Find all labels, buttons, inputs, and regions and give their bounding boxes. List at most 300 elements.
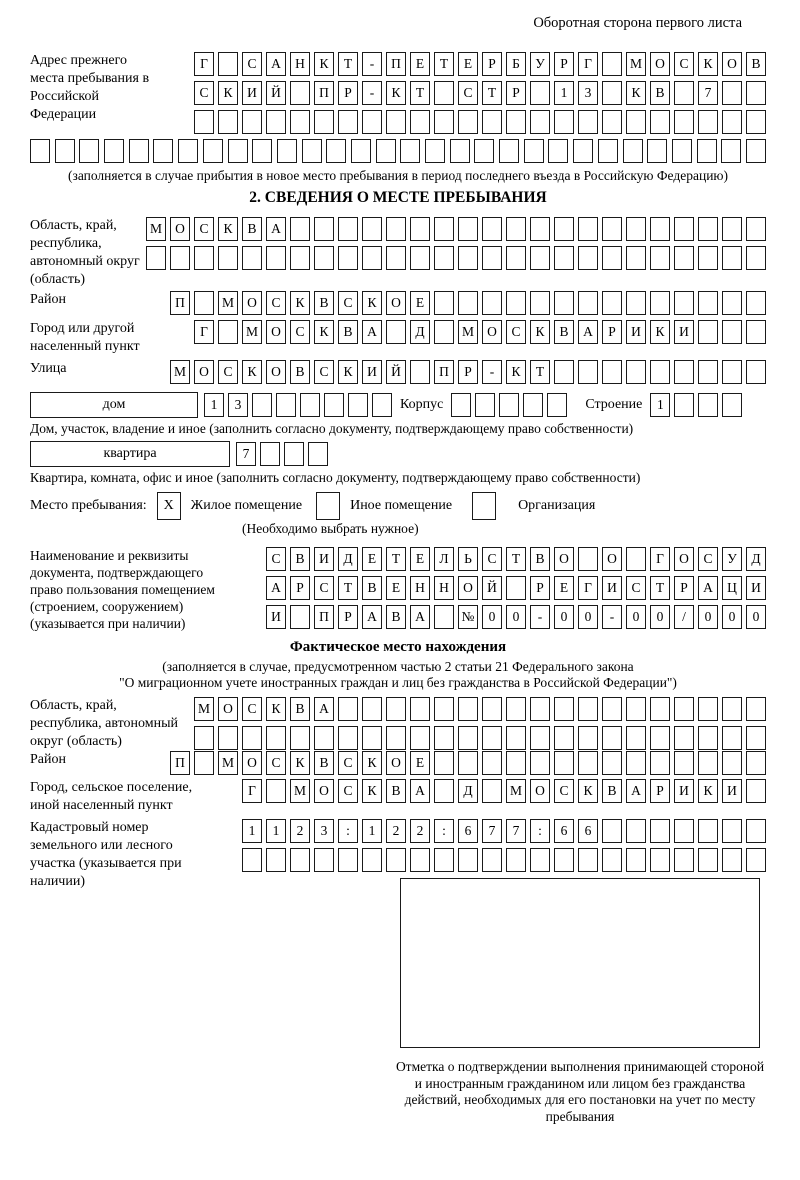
char-box[interactable] xyxy=(722,848,742,872)
char-box[interactable] xyxy=(554,360,574,384)
char-box[interactable] xyxy=(326,139,346,163)
char-box[interactable] xyxy=(506,848,526,872)
char-box[interactable]: Е xyxy=(362,547,382,571)
char-box[interactable]: Д xyxy=(410,320,430,344)
char-box[interactable] xyxy=(578,291,598,315)
char-box[interactable] xyxy=(266,246,286,270)
char-box[interactable] xyxy=(746,81,766,105)
char-box[interactable]: И xyxy=(314,547,334,571)
char-box[interactable]: Н xyxy=(434,576,454,600)
char-box[interactable] xyxy=(506,110,526,134)
char-box[interactable] xyxy=(650,819,670,843)
char-box[interactable] xyxy=(722,81,742,105)
char-box[interactable]: А xyxy=(626,779,646,803)
char-box[interactable] xyxy=(530,246,550,270)
char-box[interactable]: 0 xyxy=(578,605,598,629)
char-box[interactable] xyxy=(602,848,622,872)
char-box[interactable] xyxy=(530,291,550,315)
char-box[interactable] xyxy=(458,246,478,270)
char-box[interactable] xyxy=(290,217,310,241)
char-box[interactable]: 0 xyxy=(506,605,526,629)
char-box[interactable] xyxy=(194,246,214,270)
char-box[interactable] xyxy=(290,605,310,629)
char-box[interactable]: М xyxy=(290,779,310,803)
char-box[interactable] xyxy=(474,139,494,163)
char-box[interactable]: Т xyxy=(338,576,358,600)
char-box[interactable] xyxy=(530,81,550,105)
char-box[interactable]: М xyxy=(458,320,478,344)
char-box[interactable] xyxy=(674,751,694,775)
char-box[interactable]: 1 xyxy=(266,819,286,843)
char-box[interactable] xyxy=(602,52,622,76)
char-box[interactable]: М xyxy=(170,360,190,384)
char-box[interactable]: Т xyxy=(482,81,502,105)
char-box[interactable] xyxy=(434,246,454,270)
char-box[interactable]: Е xyxy=(410,291,430,315)
char-box[interactable]: Р xyxy=(482,52,502,76)
char-box[interactable] xyxy=(482,246,502,270)
char-box[interactable] xyxy=(376,139,396,163)
char-box[interactable]: С xyxy=(338,779,358,803)
char-box[interactable]: Т xyxy=(410,81,430,105)
char-box[interactable] xyxy=(547,393,567,417)
char-box[interactable] xyxy=(79,139,99,163)
char-box[interactable]: 7 xyxy=(698,81,718,105)
char-box[interactable]: / xyxy=(674,605,694,629)
char-box[interactable]: С xyxy=(218,360,238,384)
char-box[interactable]: К xyxy=(362,751,382,775)
char-box[interactable] xyxy=(362,697,382,721)
char-box[interactable] xyxy=(698,819,718,843)
char-box[interactable]: А xyxy=(698,576,718,600)
char-box[interactable] xyxy=(362,217,382,241)
char-box[interactable] xyxy=(30,139,50,163)
char-box[interactable]: 1 xyxy=(362,819,382,843)
char-box[interactable] xyxy=(746,320,766,344)
char-box[interactable]: Н xyxy=(410,576,430,600)
char-box[interactable]: К xyxy=(314,52,334,76)
char-box[interactable] xyxy=(194,291,214,315)
char-box[interactable] xyxy=(458,217,478,241)
char-box[interactable] xyxy=(626,726,646,750)
char-box[interactable] xyxy=(698,697,718,721)
char-box[interactable] xyxy=(698,360,718,384)
char-box[interactable]: С xyxy=(506,320,526,344)
char-box[interactable] xyxy=(746,246,766,270)
char-box[interactable]: В xyxy=(386,779,406,803)
char-box[interactable]: В xyxy=(362,576,382,600)
char-box[interactable] xyxy=(524,139,544,163)
char-box[interactable] xyxy=(674,819,694,843)
char-box[interactable]: М xyxy=(506,779,526,803)
char-box[interactable]: В xyxy=(338,320,358,344)
char-box[interactable] xyxy=(746,139,766,163)
char-box[interactable]: С xyxy=(242,52,262,76)
char-box[interactable] xyxy=(674,726,694,750)
char-box[interactable] xyxy=(506,291,526,315)
char-box[interactable]: - xyxy=(362,52,382,76)
char-box[interactable]: К xyxy=(338,360,358,384)
char-box[interactable] xyxy=(482,217,502,241)
char-box[interactable] xyxy=(386,697,406,721)
char-box[interactable] xyxy=(722,246,742,270)
char-box[interactable] xyxy=(434,291,454,315)
char-box[interactable] xyxy=(194,751,214,775)
char-box[interactable] xyxy=(482,110,502,134)
char-box[interactable]: 0 xyxy=(698,605,718,629)
char-box[interactable] xyxy=(626,217,646,241)
char-box[interactable]: С xyxy=(482,547,502,571)
char-box[interactable] xyxy=(578,360,598,384)
char-box[interactable] xyxy=(554,291,574,315)
char-box[interactable] xyxy=(674,81,694,105)
char-box[interactable]: Г xyxy=(578,576,598,600)
char-box[interactable]: С xyxy=(194,81,214,105)
char-box[interactable] xyxy=(626,751,646,775)
char-box[interactable] xyxy=(482,291,502,315)
char-box[interactable] xyxy=(506,726,526,750)
char-box[interactable]: С xyxy=(626,576,646,600)
char-box[interactable] xyxy=(242,110,262,134)
char-box[interactable] xyxy=(194,110,214,134)
char-box[interactable]: Н xyxy=(290,52,310,76)
char-box[interactable]: № xyxy=(458,605,478,629)
char-box[interactable] xyxy=(530,751,550,775)
char-box[interactable]: К xyxy=(266,697,286,721)
char-box[interactable]: Е xyxy=(386,576,406,600)
char-box[interactable]: 1 xyxy=(204,393,224,417)
char-box[interactable] xyxy=(554,726,574,750)
char-box[interactable] xyxy=(178,139,198,163)
char-box[interactable]: С xyxy=(458,81,478,105)
char-box[interactable] xyxy=(602,819,622,843)
char-box[interactable] xyxy=(722,320,742,344)
char-box[interactable] xyxy=(746,726,766,750)
char-box[interactable] xyxy=(626,246,646,270)
char-box[interactable]: 3 xyxy=(578,81,598,105)
char-box[interactable] xyxy=(314,217,334,241)
char-box[interactable] xyxy=(674,848,694,872)
char-box[interactable]: С xyxy=(290,320,310,344)
char-box[interactable]: С xyxy=(266,291,286,315)
char-box[interactable] xyxy=(410,726,430,750)
char-box[interactable] xyxy=(578,110,598,134)
char-box[interactable]: В xyxy=(314,291,334,315)
char-box[interactable]: О xyxy=(458,576,478,600)
char-box[interactable]: И xyxy=(266,605,286,629)
char-box[interactable]: Г xyxy=(578,52,598,76)
char-box[interactable]: П xyxy=(314,81,334,105)
char-box[interactable]: А xyxy=(362,320,382,344)
char-box[interactable] xyxy=(602,697,622,721)
char-box[interactable] xyxy=(300,393,320,417)
char-box[interactable]: Т xyxy=(338,52,358,76)
char-box[interactable]: Т xyxy=(530,360,550,384)
char-box[interactable] xyxy=(499,393,519,417)
char-box[interactable] xyxy=(578,246,598,270)
char-box[interactable] xyxy=(434,751,454,775)
char-box[interactable] xyxy=(650,848,670,872)
char-box[interactable]: В xyxy=(242,217,262,241)
char-box[interactable]: С xyxy=(698,547,718,571)
char-box[interactable] xyxy=(554,217,574,241)
char-box[interactable] xyxy=(434,110,454,134)
char-box[interactable] xyxy=(650,360,670,384)
char-box[interactable] xyxy=(338,726,358,750)
char-box[interactable] xyxy=(372,393,392,417)
char-box[interactable] xyxy=(400,139,420,163)
char-box[interactable]: 6 xyxy=(554,819,574,843)
char-box[interactable]: П xyxy=(170,291,190,315)
char-box[interactable]: И xyxy=(626,320,646,344)
char-box[interactable]: : xyxy=(434,819,454,843)
char-box[interactable] xyxy=(602,246,622,270)
char-box[interactable]: 2 xyxy=(410,819,430,843)
char-box[interactable]: О xyxy=(482,320,502,344)
char-box[interactable]: Р xyxy=(338,81,358,105)
char-box[interactable]: А xyxy=(362,605,382,629)
char-box[interactable]: С xyxy=(554,779,574,803)
char-box[interactable] xyxy=(674,291,694,315)
char-box[interactable]: Р xyxy=(530,576,550,600)
char-box[interactable] xyxy=(598,139,618,163)
char-box[interactable] xyxy=(721,139,741,163)
char-box[interactable]: К xyxy=(218,81,238,105)
char-box[interactable] xyxy=(746,697,766,721)
char-box[interactable]: П xyxy=(386,52,406,76)
char-box[interactable]: С xyxy=(242,697,262,721)
char-box[interactable] xyxy=(674,246,694,270)
char-box[interactable]: 2 xyxy=(386,819,406,843)
char-box[interactable]: К xyxy=(242,360,262,384)
char-box[interactable]: Д xyxy=(458,779,478,803)
char-box[interactable] xyxy=(482,751,502,775)
char-box[interactable] xyxy=(650,751,670,775)
char-box[interactable] xyxy=(458,110,478,134)
char-box[interactable] xyxy=(530,217,550,241)
char-box[interactable] xyxy=(650,726,670,750)
char-box[interactable] xyxy=(578,726,598,750)
char-box[interactable] xyxy=(252,393,272,417)
char-box[interactable] xyxy=(523,393,543,417)
char-box[interactable]: О xyxy=(218,697,238,721)
char-box[interactable]: Р xyxy=(554,52,574,76)
char-box[interactable]: А xyxy=(410,605,430,629)
char-box[interactable]: М xyxy=(242,320,262,344)
char-box[interactable]: 7 xyxy=(482,819,502,843)
char-box[interactable] xyxy=(746,360,766,384)
char-box[interactable]: Т xyxy=(650,576,670,600)
char-box[interactable] xyxy=(650,291,670,315)
char-box[interactable]: О xyxy=(602,547,622,571)
char-box[interactable]: В xyxy=(290,697,310,721)
char-box[interactable] xyxy=(290,81,310,105)
char-box[interactable] xyxy=(554,246,574,270)
char-box[interactable]: 0 xyxy=(554,605,574,629)
char-box[interactable]: К xyxy=(698,52,718,76)
char-box[interactable]: Е xyxy=(410,52,430,76)
char-box[interactable]: У xyxy=(530,52,550,76)
char-box[interactable]: М xyxy=(146,217,166,241)
char-box[interactable]: 1 xyxy=(650,393,670,417)
char-box[interactable] xyxy=(698,393,718,417)
char-box[interactable]: : xyxy=(338,819,358,843)
char-box[interactable]: О xyxy=(242,751,262,775)
char-box[interactable] xyxy=(578,848,598,872)
char-box[interactable] xyxy=(386,217,406,241)
char-box[interactable] xyxy=(290,246,310,270)
char-box[interactable] xyxy=(351,139,371,163)
char-box[interactable]: В xyxy=(290,547,310,571)
char-box[interactable] xyxy=(218,320,238,344)
char-box[interactable]: К xyxy=(362,779,382,803)
char-box[interactable] xyxy=(482,726,502,750)
char-box[interactable] xyxy=(650,697,670,721)
char-box[interactable] xyxy=(626,110,646,134)
char-box[interactable]: 0 xyxy=(482,605,502,629)
char-box[interactable]: К xyxy=(290,291,310,315)
char-box[interactable] xyxy=(746,291,766,315)
char-box[interactable]: - xyxy=(482,360,502,384)
char-box[interactable] xyxy=(499,139,519,163)
char-box[interactable]: В xyxy=(746,52,766,76)
char-box[interactable]: О xyxy=(650,52,670,76)
char-box[interactable] xyxy=(623,139,643,163)
char-box[interactable] xyxy=(362,726,382,750)
char-box[interactable] xyxy=(410,246,430,270)
char-box[interactable]: О xyxy=(194,360,214,384)
char-box[interactable] xyxy=(475,393,495,417)
char-box[interactable] xyxy=(266,848,286,872)
char-box[interactable]: Л xyxy=(434,547,454,571)
char-box[interactable]: М xyxy=(218,751,238,775)
char-box[interactable] xyxy=(482,697,502,721)
char-box[interactable]: К xyxy=(218,217,238,241)
char-box[interactable] xyxy=(277,139,297,163)
char-box[interactable]: 1 xyxy=(242,819,262,843)
char-box[interactable] xyxy=(218,726,238,750)
char-box[interactable]: С xyxy=(674,52,694,76)
char-box[interactable]: Р xyxy=(602,320,622,344)
char-box[interactable] xyxy=(506,751,526,775)
char-box[interactable] xyxy=(451,393,471,417)
char-box[interactable] xyxy=(746,217,766,241)
char-box[interactable] xyxy=(362,246,382,270)
char-box[interactable] xyxy=(458,291,478,315)
char-box[interactable]: Ц xyxy=(722,576,742,600)
char-box[interactable] xyxy=(314,848,334,872)
char-box[interactable] xyxy=(722,726,742,750)
char-box[interactable] xyxy=(722,393,742,417)
char-box[interactable]: К xyxy=(530,320,550,344)
char-box[interactable] xyxy=(602,291,622,315)
char-box[interactable]: С xyxy=(338,291,358,315)
char-box[interactable] xyxy=(146,246,166,270)
char-box[interactable] xyxy=(602,360,622,384)
char-box[interactable] xyxy=(104,139,124,163)
char-box[interactable]: 7 xyxy=(236,442,256,466)
char-box[interactable]: К xyxy=(314,320,334,344)
char-box[interactable] xyxy=(698,246,718,270)
char-box[interactable] xyxy=(284,442,304,466)
char-box[interactable]: М xyxy=(218,291,238,315)
char-box[interactable] xyxy=(626,819,646,843)
char-box[interactable]: П xyxy=(314,605,334,629)
char-box[interactable]: О xyxy=(674,547,694,571)
char-box[interactable] xyxy=(530,110,550,134)
char-box[interactable]: К xyxy=(626,81,646,105)
char-box[interactable] xyxy=(410,110,430,134)
char-box[interactable]: В xyxy=(650,81,670,105)
char-box[interactable]: В xyxy=(554,320,574,344)
char-box[interactable] xyxy=(674,697,694,721)
char-box[interactable]: - xyxy=(602,605,622,629)
char-box[interactable] xyxy=(260,442,280,466)
char-box[interactable] xyxy=(290,848,310,872)
char-box[interactable] xyxy=(153,139,173,163)
char-box[interactable] xyxy=(434,605,454,629)
char-box[interactable] xyxy=(602,217,622,241)
char-box[interactable]: 7 xyxy=(506,819,526,843)
char-box[interactable] xyxy=(672,139,692,163)
checkbox-organization[interactable] xyxy=(472,492,496,520)
char-box[interactable] xyxy=(242,726,262,750)
apartment-type-box[interactable]: квартира xyxy=(30,441,230,467)
char-box[interactable]: В xyxy=(290,360,310,384)
char-box[interactable] xyxy=(348,393,368,417)
char-box[interactable]: В xyxy=(386,605,406,629)
char-box[interactable] xyxy=(506,697,526,721)
char-box[interactable] xyxy=(626,291,646,315)
char-box[interactable] xyxy=(338,848,358,872)
char-box[interactable] xyxy=(314,246,334,270)
char-box[interactable] xyxy=(482,848,502,872)
char-box[interactable]: Е xyxy=(410,751,430,775)
char-box[interactable] xyxy=(410,217,430,241)
char-box[interactable] xyxy=(386,246,406,270)
char-box[interactable] xyxy=(626,360,646,384)
char-box[interactable] xyxy=(530,697,550,721)
char-box[interactable] xyxy=(548,139,568,163)
char-box[interactable] xyxy=(650,246,670,270)
char-box[interactable] xyxy=(410,697,430,721)
char-box[interactable] xyxy=(578,751,598,775)
char-box[interactable] xyxy=(698,726,718,750)
char-box[interactable] xyxy=(722,819,742,843)
char-box[interactable] xyxy=(434,320,454,344)
char-box[interactable]: 3 xyxy=(314,819,334,843)
char-box[interactable] xyxy=(302,139,322,163)
char-box[interactable]: М xyxy=(626,52,646,76)
char-box[interactable] xyxy=(578,697,598,721)
char-box[interactable] xyxy=(314,726,334,750)
char-box[interactable] xyxy=(458,697,478,721)
char-box[interactable]: С xyxy=(266,751,286,775)
char-box[interactable] xyxy=(506,217,526,241)
char-box[interactable] xyxy=(530,726,550,750)
char-box[interactable] xyxy=(674,110,694,134)
char-box[interactable]: О xyxy=(266,320,286,344)
char-box[interactable] xyxy=(647,139,667,163)
char-box[interactable] xyxy=(266,726,286,750)
char-box[interactable]: Т xyxy=(434,52,454,76)
char-box[interactable] xyxy=(626,697,646,721)
char-box[interactable] xyxy=(554,110,574,134)
char-box[interactable]: Р xyxy=(338,605,358,629)
char-box[interactable] xyxy=(434,217,454,241)
char-box[interactable] xyxy=(338,110,358,134)
char-box[interactable] xyxy=(697,139,717,163)
